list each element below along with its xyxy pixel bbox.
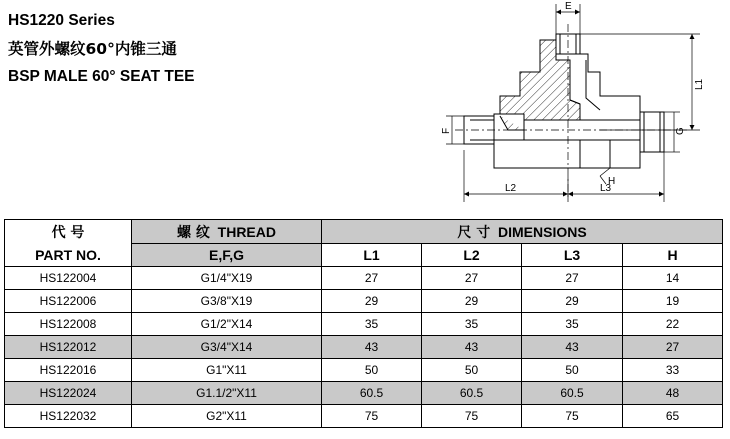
dim-label-l3: L3 (600, 183, 612, 194)
h-cell: 48 (623, 382, 723, 405)
table-row (5, 267, 723, 290)
part-cell: HS122006 (5, 290, 132, 313)
l2-header: L2 (422, 244, 522, 267)
l3-cell: 29 (522, 290, 623, 313)
lower-body (494, 140, 640, 168)
h-cell: 22 (623, 313, 723, 336)
h-cell: 14 (623, 267, 723, 290)
part-cell: HS122012 (5, 336, 132, 359)
thread-sub-header: E,F,G (132, 244, 322, 267)
l1-cell: 27 (322, 267, 422, 290)
part-cell: HS122024 (5, 382, 132, 405)
l3-cell: 27 (522, 267, 623, 290)
thread-cell: G1"X11 (132, 359, 322, 382)
l2-cell: 75 (422, 405, 522, 428)
spec-table (4, 219, 723, 428)
l2-cell: 60.5 (422, 382, 522, 405)
l1-header: L1 (322, 244, 422, 267)
l3-cell: 43 (522, 336, 623, 359)
part-cell: HS122016 (5, 359, 132, 382)
thread-cell: G1/4"X19 (132, 267, 322, 290)
thread-cell: G1.1/2"X11 (132, 382, 322, 405)
dim-label-l1: L1 (694, 78, 705, 90)
l2-cell: 43 (422, 336, 522, 359)
series-title: HS1220 Series (8, 12, 115, 29)
thread-cell: G3/4"X14 (132, 336, 322, 359)
dim-label-h: H (608, 176, 616, 187)
l1-cell: 35 (322, 313, 422, 336)
l2-cell: 35 (422, 313, 522, 336)
thread-cell: G3/8"X19 (132, 290, 322, 313)
part-no-label: PART NO. (35, 246, 101, 263)
l3-cell: 50 (522, 359, 623, 382)
l2-cell: 50 (422, 359, 522, 382)
thread-en-label: THREAD (217, 223, 276, 240)
english-title: BSP MALE 60° SEAT TEE (8, 68, 195, 85)
l1-cell: 50 (322, 359, 422, 382)
table-row (5, 382, 723, 405)
dim-cn-label: 尺 寸 (457, 224, 491, 241)
l1-cell: 75 (322, 405, 422, 428)
dim-label-f: F (441, 127, 452, 134)
dim-label-l2: L2 (505, 183, 517, 194)
table-row (5, 290, 723, 313)
tee-technical-drawing (0, 0, 730, 215)
part-no-header (5, 220, 132, 267)
h-cell: 65 (623, 405, 723, 428)
thread-cell: G1/2"X14 (132, 313, 322, 336)
table-row (5, 359, 723, 382)
thread-cn-label: 螺 纹 (177, 224, 210, 241)
part-cell: HS122032 (5, 405, 132, 428)
h-cell: 19 (623, 290, 723, 313)
l3-cell: 75 (522, 405, 623, 428)
l2-cell: 27 (422, 267, 522, 290)
l3-header: L3 (522, 244, 623, 267)
dim-en-label: DIMENSIONS (498, 223, 587, 240)
l3-cell: 60.5 (522, 382, 623, 405)
l2-cell: 29 (422, 290, 522, 313)
h-cell: 27 (623, 336, 723, 359)
h-cell: 33 (623, 359, 723, 382)
part-cell: HS122004 (5, 267, 132, 290)
table-header-row (5, 220, 723, 244)
dimensions-header (322, 220, 723, 244)
table-row (5, 313, 723, 336)
chinese-title: 英管外螺纹60°内锥三通 (8, 40, 177, 58)
code-cn-label: 代 号 (51, 224, 85, 241)
table-row (5, 405, 723, 428)
table-row (5, 336, 723, 359)
dim-label-e: E (565, 1, 572, 12)
l1-cell: 43 (322, 336, 422, 359)
part-cell: HS122008 (5, 313, 132, 336)
l3-cell: 35 (522, 313, 623, 336)
l1-cell: 29 (322, 290, 422, 313)
h-header: H (623, 244, 723, 267)
l1-cell: 60.5 (322, 382, 422, 405)
dim-label-g: G (675, 127, 686, 135)
thread-header (132, 220, 322, 244)
thread-cell: G2"X11 (132, 405, 322, 428)
